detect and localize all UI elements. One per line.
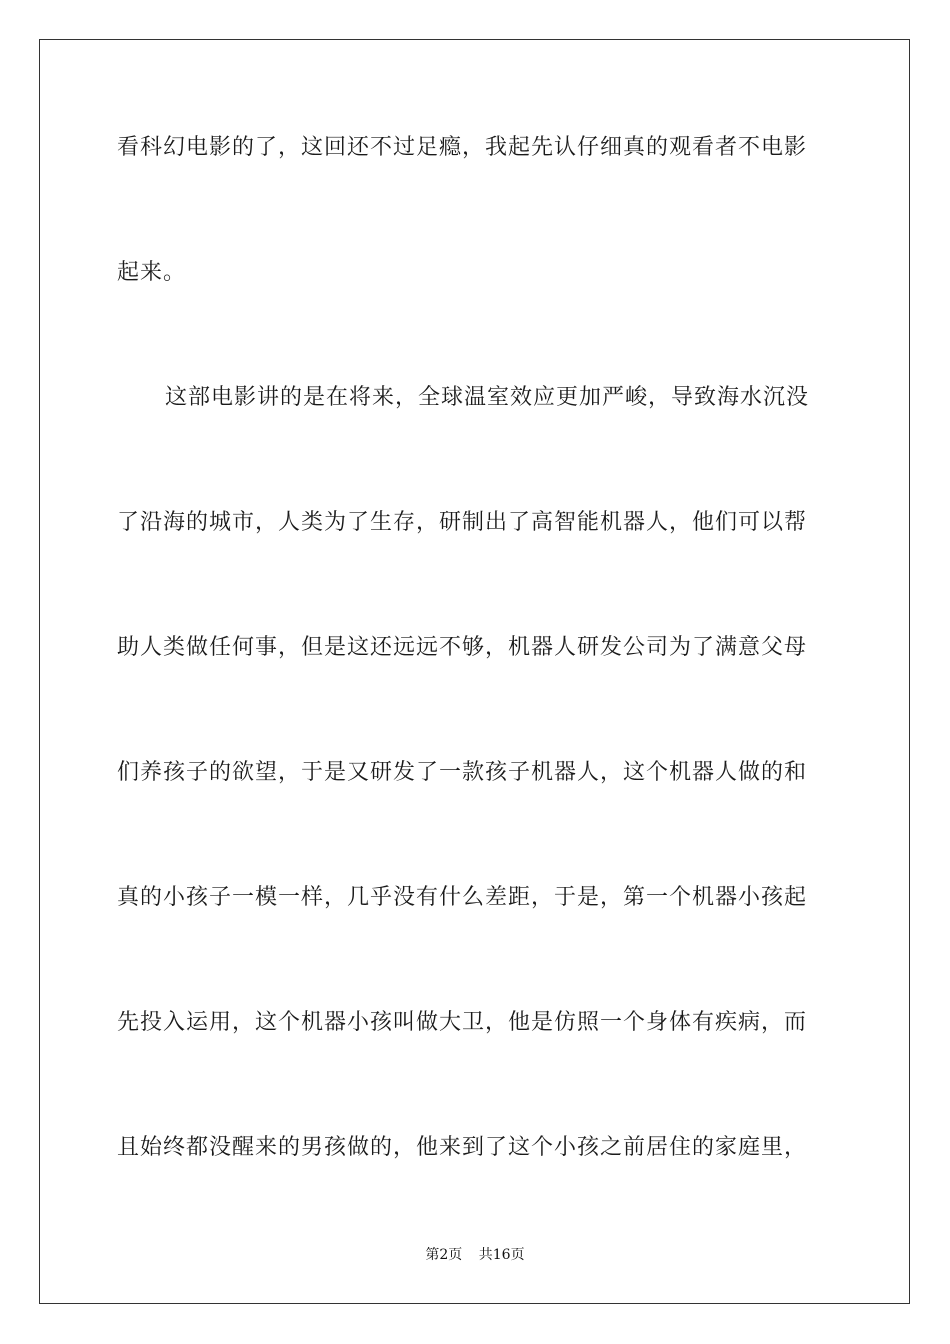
total-pages: 共16页	[478, 1247, 525, 1263]
paragraph-start-line: 这部电影讲的是在将来，全球温室效应更加严峻，导致海水沉没	[165, 385, 810, 410]
page-border	[39, 39, 910, 1304]
text-line: 且始终都没醒来的男孩做的，他来到了这个小孩之前居住的家庭里，	[117, 1135, 808, 1160]
page-number: 第2页	[425, 1247, 463, 1263]
text-line: 起来。	[117, 260, 187, 285]
text-line: 助人类做任何事，但是这还远远不够，机器人研发公司为了满意父母	[117, 635, 808, 660]
page-footer	[0, 1245, 950, 1265]
text-line: 看科幻电影的了，这回还不过足瘾，我起先认仔细真的观看者不电影	[117, 135, 808, 160]
text-line: 真的小孩子一模一样，几乎没有什么差距，于是，第一个机器小孩起	[117, 885, 808, 910]
text-line: 了沿海的城市，人类为了生存，研制出了高智能机器人，他们可以帮	[117, 510, 808, 535]
text-line: 先投入运用，这个机器小孩叫做大卫，他是仿照一个身体有疾病，而	[117, 1010, 808, 1035]
text-line: 们养孩子的欲望，于是又研发了一款孩子机器人，这个机器人做的和	[117, 760, 808, 785]
